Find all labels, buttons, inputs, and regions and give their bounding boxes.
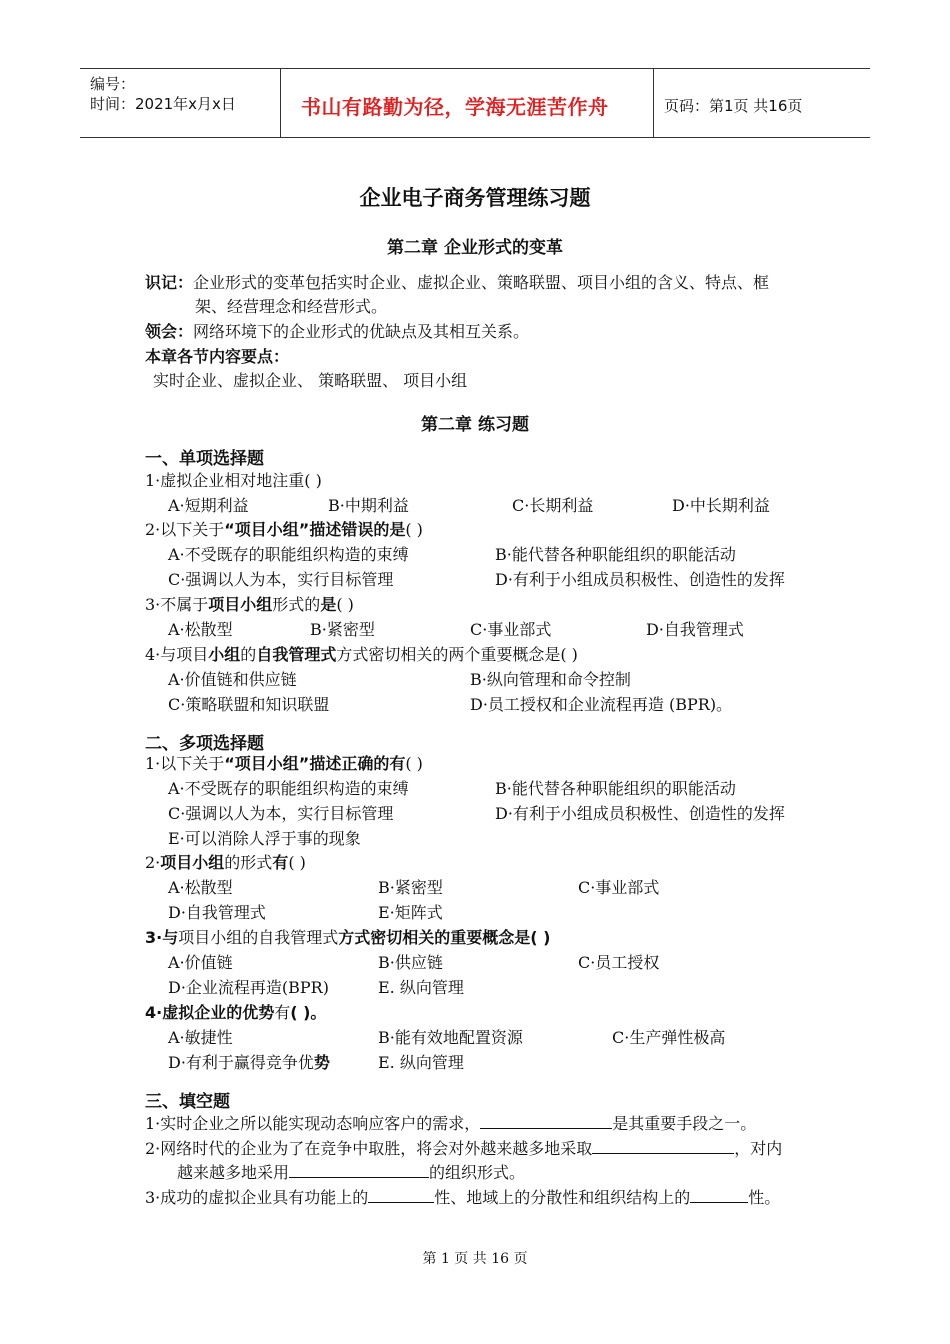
multi-q4-stem — [145, 1003, 326, 1023]
single-choice-heading: 一、单项选择题 — [145, 449, 264, 469]
points-text: 实时企业、虚拟企业、 策略联盟、 项目小组 — [153, 371, 468, 390]
recall-line-2: 架、经营理念和经营形式。 — [195, 297, 388, 316]
question-text: 性。 — [748, 1188, 781, 1207]
answer-blank[interactable] — [480, 1112, 612, 1129]
stem-text: 的 — [240, 645, 257, 664]
stem-text: 4·与项目 — [145, 645, 209, 664]
single-q2-option-b: B·能代替各种职能组织的职能活动 — [495, 545, 736, 564]
page-footer: 第 1 页 共 16 页 — [422, 1251, 528, 1267]
option-bold-text: 势 — [313, 1053, 330, 1072]
single-q1-option-b: B·中期利益 — [328, 496, 409, 515]
multi-q3-option-a: A·价值链 — [168, 953, 233, 972]
document-header — [80, 68, 870, 138]
stem-bold-text: 方式密切相关的重要概念是( ) — [338, 928, 551, 947]
fill-q2-line-1 — [145, 1137, 782, 1159]
multi-q3-stem — [145, 928, 550, 948]
stem-bold-text: 自我管理式 — [256, 645, 337, 664]
fill-blank-heading: 三、填空题 — [145, 1092, 230, 1112]
multi-q3-option-b: B·供应链 — [378, 953, 443, 972]
chapter-title: 第二章 企业形式的变革 — [387, 238, 563, 258]
multi-q4-option-d — [168, 1053, 330, 1073]
single-q4-option-b: B·纵向管理和命令控制 — [470, 670, 631, 689]
understand-label: 领会： — [145, 322, 194, 341]
exercise-title: 第二章 练习题 — [421, 415, 529, 435]
document-title: 企业电子商务管理练习题 — [359, 185, 591, 210]
recall-text: 企业形式的变革包括实时企业、虚拟企业、策略联盟、项目小组的含义、特点、框 — [193, 273, 770, 292]
points-label: 本章各节内容要点： — [145, 347, 290, 366]
stem-text: ( ) — [336, 595, 354, 614]
stem-text: 2· — [145, 853, 161, 872]
fill-q2-line-2 — [177, 1161, 525, 1183]
single-q4-option-c: C·策略联盟和知识联盟 — [168, 695, 330, 714]
stem-text: 项目小组的自我管理式 — [178, 928, 339, 947]
question-text: 的组织形式。 — [429, 1163, 526, 1182]
multi-q1-option-b: B·能代替各种职能组织的职能活动 — [495, 779, 736, 798]
stem-text: ( ) — [288, 853, 306, 872]
multi-q4-option-e: E. 纵向管理 — [378, 1053, 464, 1072]
single-q1-stem: 1·虚拟企业相对地注重( ) — [145, 471, 322, 490]
multi-q2-option-d: D·自我管理式 — [168, 903, 266, 922]
answer-blank[interactable] — [690, 1186, 748, 1203]
stem-text: ( ) — [405, 520, 423, 539]
multi-q1-option-c: C·强调以人为本，实行目标管理 — [168, 804, 394, 823]
stem-bold-text: 3·与 — [145, 928, 179, 947]
recall-line-1 — [145, 273, 769, 293]
stem-bold-text: 项目小组 — [160, 853, 225, 872]
header-divider — [280, 69, 281, 137]
single-q1-option-c: C·长期利益 — [512, 496, 594, 515]
question-text: 性、地域上的分散性和组织结构上的 — [434, 1188, 691, 1207]
stem-text: 有 — [274, 1003, 291, 1022]
document-time-label: 时间：2021年x月x日 — [90, 95, 236, 113]
header-page-info: 页码：第1页 共16页 — [664, 97, 803, 115]
question-text: 1·实时企业之所以能实现动态响应客户的需求， — [145, 1114, 481, 1133]
multi-q2-option-b: B·紧密型 — [378, 878, 443, 897]
answer-blank[interactable] — [368, 1186, 434, 1203]
stem-text: 1·以下关于 — [145, 754, 225, 773]
stem-bold-text: “项目小组”描述错误的是 — [224, 520, 406, 539]
multi-q1-option-a: A·不受既存的职能组织构造的束缚 — [168, 779, 409, 798]
single-q2-option-c: C·强调以人为本，实行目标管理 — [168, 570, 394, 589]
document-number-label: 编号： — [90, 75, 136, 93]
single-q4-stem — [145, 645, 578, 665]
answer-blank[interactable] — [289, 1161, 429, 1178]
question-text: 2·网络时代的企业为了在竞争中取胜，将会对外越来越多地采取 — [145, 1139, 593, 1158]
question-text: 是其重要手段之一。 — [612, 1114, 757, 1133]
stem-text: 形式的 — [272, 595, 321, 614]
stem-text: 方式密切相关的两个重要概念是( ) — [336, 645, 578, 664]
single-q3-option-b: B·紧密型 — [310, 620, 375, 639]
understand-text: 网络环境下的企业形式的优缺点及其相互关系。 — [193, 322, 530, 341]
header-motto: 书山有路勤为径，学海无涯苦作舟 — [301, 95, 609, 119]
question-text: 3·成功的虚拟企业具有功能上的 — [145, 1188, 369, 1207]
single-q3-stem — [145, 595, 354, 615]
fill-q1 — [145, 1112, 756, 1134]
multi-q1-option-d: D·有利于小组成员积极性、创造性的发挥 — [495, 804, 785, 823]
stem-text: 3·不属于 — [145, 595, 209, 614]
recall-label: 识记： — [145, 273, 194, 292]
multi-q3-option-d: D·企业流程再造(BPR) — [168, 978, 329, 997]
stem-text: 2·以下关于 — [145, 520, 225, 539]
stem-bold-text: “项目小组”描述正确的有 — [224, 754, 406, 773]
single-q3-option-d: D·自我管理式 — [646, 620, 744, 639]
single-q2-stem — [145, 520, 423, 540]
multi-choice-heading: 二、多项选择题 — [145, 734, 264, 754]
multi-q4-option-c: C·生产弹性极高 — [612, 1028, 726, 1047]
stem-bold-text: 有 — [272, 853, 289, 872]
single-q4-option-a: A·价值链和供应链 — [168, 670, 297, 689]
understand-line — [145, 322, 529, 342]
fill-q3 — [145, 1186, 780, 1208]
stem-bold-text: 小组 — [208, 645, 241, 664]
multi-q1-option-e: E·可以消除人浮于事的现象 — [168, 829, 361, 848]
single-q1-option-d: D·中长期利益 — [672, 496, 770, 515]
multi-q2-option-e: E·矩阵式 — [378, 903, 443, 922]
single-q1-option-a: A·短期利益 — [168, 496, 249, 515]
multi-q4-option-a: A·敏捷性 — [168, 1028, 233, 1047]
single-q4-option-d: D·员工授权和企业流程再造 (BPR)。 — [470, 695, 733, 714]
stem-bold-text: 4·虚拟企业的优势 — [145, 1003, 275, 1022]
answer-blank[interactable] — [592, 1137, 734, 1154]
single-q2-option-a: A·不受既存的职能组织构造的束缚 — [168, 545, 409, 564]
multi-q3-option-c: C·员工授权 — [578, 953, 660, 972]
question-text: 越来越多地采用 — [177, 1163, 290, 1182]
stem-bold-text: ( )。 — [290, 1003, 327, 1022]
stem-text: 的形式 — [224, 853, 273, 872]
single-q2-option-d: D·有利于小组成员积极性、创造性的发挥 — [495, 570, 785, 589]
multi-q1-stem — [145, 754, 423, 774]
stem-text: ( ) — [405, 754, 423, 773]
multi-q2-stem — [145, 853, 306, 873]
single-q3-option-a: A·松散型 — [168, 620, 233, 639]
stem-bold-text: 项目小组 — [208, 595, 273, 614]
multi-q2-option-a: A·松散型 — [168, 878, 233, 897]
option-text: D·有利于赢得竞争优 — [168, 1053, 314, 1072]
question-text: ，对内 — [734, 1139, 783, 1158]
stem-bold-text: 是 — [320, 595, 337, 614]
multi-q3-option-e: E. 纵向管理 — [378, 978, 464, 997]
header-divider — [653, 69, 654, 137]
single-q3-option-c: C·事业部式 — [470, 620, 552, 639]
multi-q4-option-b: B·能有效地配置资源 — [378, 1028, 523, 1047]
multi-q2-option-c: C·事业部式 — [578, 878, 660, 897]
